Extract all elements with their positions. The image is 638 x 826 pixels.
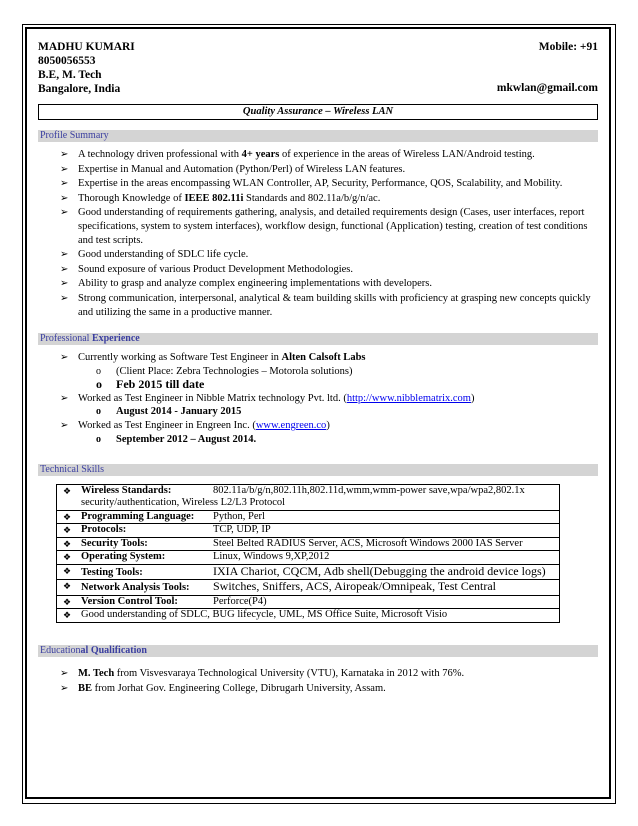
- item-text: Good understanding of SDLC life cycle.: [78, 249, 249, 261]
- profile-item: [38, 206, 598, 247]
- job-text: Currently working as Software Test Engineer in: [78, 352, 282, 364]
- section-heading-experience: [38, 333, 598, 345]
- education-item: [38, 682, 598, 696]
- skill-value: Switches, Sniffers, ACS, Airopeak/Omnipeak, Test Central: [213, 579, 497, 594]
- heading-plain: Professional: [40, 333, 92, 345]
- skill-value: IXIA Chariot, CQCM, Adb shell(Debugging the android device logs): [213, 563, 546, 578]
- experience-item: [38, 419, 598, 433]
- item-text: Strong communication, interpersonal, analytical & team building skills with proficiency at grasping new concepts quickly and utilizing the same in a productive manner.: [78, 292, 591, 318]
- item-text: Sound exposure of various Product Development Methodologies.: [78, 263, 353, 275]
- item-emphasis: IEEE 802.11i: [184, 192, 244, 204]
- mobile-label: Mobile: +91: [538, 41, 598, 53]
- heading-plain: Education: [40, 644, 81, 656]
- company-link[interactable]: http://www.nibblematrix.com: [346, 392, 471, 404]
- skill-row: [57, 551, 560, 565]
- skill-label: Security Tools:: [81, 537, 148, 549]
- skill-cell: [57, 564, 560, 580]
- skill-label: Testing Tools:: [81, 566, 143, 578]
- education-item: [38, 667, 598, 681]
- skill-value: Good understanding of SDLC, BUG lifecycle, UML, MS Office Suite, Microsoft Visio: [81, 609, 448, 621]
- item-emphasis: 4+ years: [241, 149, 280, 160]
- company-name: Alten Calsoft Labs: [281, 352, 366, 364]
- job-text: Worked as Test Engineer in Engreen Inc. (: [78, 420, 256, 432]
- skill-value: Steel Belted RADIUS Server, ACS, Microsoft Windows 2000 IAS Server: [213, 537, 523, 549]
- job-text: Worked as Test Engineer in Nibble Matrix technology Pvt. ltd. (: [78, 392, 347, 404]
- skill-row: [57, 580, 560, 596]
- role-title: Quality Assurance – Wireless LAN: [38, 104, 598, 120]
- skill-value: Linux, Windows 9,XP,2012: [213, 551, 330, 563]
- skill-label: Programming Language:: [81, 510, 195, 522]
- resume-header: [38, 40, 598, 96]
- skill-label: Wireless Standards:: [81, 484, 172, 496]
- item-text: A technology driven professional with: [78, 149, 242, 160]
- heading-bold: Experience: [91, 333, 140, 345]
- skill-row: [57, 609, 560, 623]
- skill-cell: [57, 551, 560, 565]
- degree-name: BE: [78, 682, 93, 694]
- job-text: ): [470, 392, 475, 404]
- degree-name: M. Tech: [78, 667, 115, 679]
- item-text: of experience in the areas of Wireless LAN/Android testing.: [279, 149, 535, 160]
- skill-row: [57, 510, 560, 524]
- profile-item: [38, 163, 598, 177]
- skills-table: [56, 484, 560, 623]
- experience-detail: o Feb 2015 till date: [38, 378, 598, 391]
- degree: B.E, M. Tech: [38, 69, 102, 81]
- degree-text: from Visvesvaraya Technological University (VTU), Karnataka in 2012 with 76%.: [114, 667, 465, 679]
- profile-item: [38, 263, 598, 277]
- skill-cell: [57, 595, 560, 609]
- location: Bangalore, India: [38, 83, 121, 95]
- experience-item: [38, 351, 598, 365]
- item-text: Expertise in Manual and Automation (Python/Perl) of Wireless LAN features.: [78, 163, 406, 175]
- skill-label: Version Control Tool:: [81, 595, 178, 607]
- section-heading-skills: Technical Skills: [38, 464, 598, 476]
- item-text: Ability to grasp and analyze complex engineering implementations with developers.: [78, 278, 432, 290]
- skill-row: [57, 595, 560, 609]
- experience-detail: o August 2014 - January 2015: [38, 405, 598, 418]
- education-list: [38, 667, 598, 695]
- contact-block: [38, 40, 135, 96]
- skill-cell: [57, 524, 560, 538]
- skill-value: Python, Perl: [213, 510, 265, 522]
- resume-page: [38, 40, 598, 695]
- item-text: Standards and 802.11a/b/g/n/ac.: [243, 192, 381, 204]
- skill-row: [57, 564, 560, 580]
- skill-cell: [57, 609, 560, 623]
- item-text: Good understanding of requirements gathering, analysis, and detailed requirements design (Cases, user interfaces, report specifications, system to system interfaces), workflow design, functional (Application) testing, creation of test conditions and test scripts.: [78, 207, 588, 246]
- skill-cell: [57, 580, 560, 596]
- email[interactable]: mkwlan@gmail.com: [496, 82, 598, 94]
- skill-row: [57, 537, 560, 551]
- section-heading-education: [38, 645, 598, 657]
- job-text: ): [326, 420, 330, 432]
- skill-cell: [57, 537, 560, 551]
- heading-bold: al Qualification: [80, 644, 147, 656]
- item-text: Thorough Knowledge of: [78, 192, 185, 204]
- profile-item: [38, 292, 598, 319]
- profile-item: [38, 192, 598, 206]
- skill-row: [57, 484, 560, 510]
- skill-label: Network Analysis Tools:: [81, 582, 190, 594]
- profile-item: [38, 177, 598, 191]
- skill-cell: [57, 484, 560, 510]
- candidate-name: MADHU KUMARI: [38, 41, 135, 53]
- skill-label: Protocols:: [81, 524, 127, 536]
- profile-item: [38, 277, 598, 291]
- item-text: Expertise in the areas encompassing WLAN Controller, AP, Security, Performance, QOS, Scalability, and Mobility.: [78, 178, 563, 190]
- phone-number: 8050056553: [38, 55, 96, 67]
- profile-summary-list: [38, 148, 598, 319]
- experience-item: [38, 392, 598, 406]
- profile-item: [38, 248, 598, 262]
- profile-item: [38, 148, 598, 162]
- company-link[interactable]: www.engreen.co: [255, 420, 327, 432]
- skill-value: Perforce(P4): [213, 595, 267, 607]
- skill-value: 802.11a/b/g/n,802.11h,802.11d,wmm,wmm-power save,wpa/wpa2,802.1x security/authentication, Wireless L2/L3 Protocol: [81, 484, 525, 509]
- experience-list: [38, 351, 598, 446]
- skill-value: TCP, UDP, IP: [213, 524, 271, 536]
- skill-cell: [57, 510, 560, 524]
- skill-row: [57, 524, 560, 538]
- skill-label: Operating System:: [81, 551, 166, 563]
- experience-detail: o (Client Place: Zebra Technologies – Motorola solutions): [38, 365, 598, 378]
- experience-detail: o September 2012 – August 2014.: [38, 433, 598, 446]
- section-heading-profile: Profile Summary: [38, 130, 598, 142]
- degree-text: from Jorhat Gov. Engineering College, Dibrugarh University, Assam.: [92, 682, 386, 694]
